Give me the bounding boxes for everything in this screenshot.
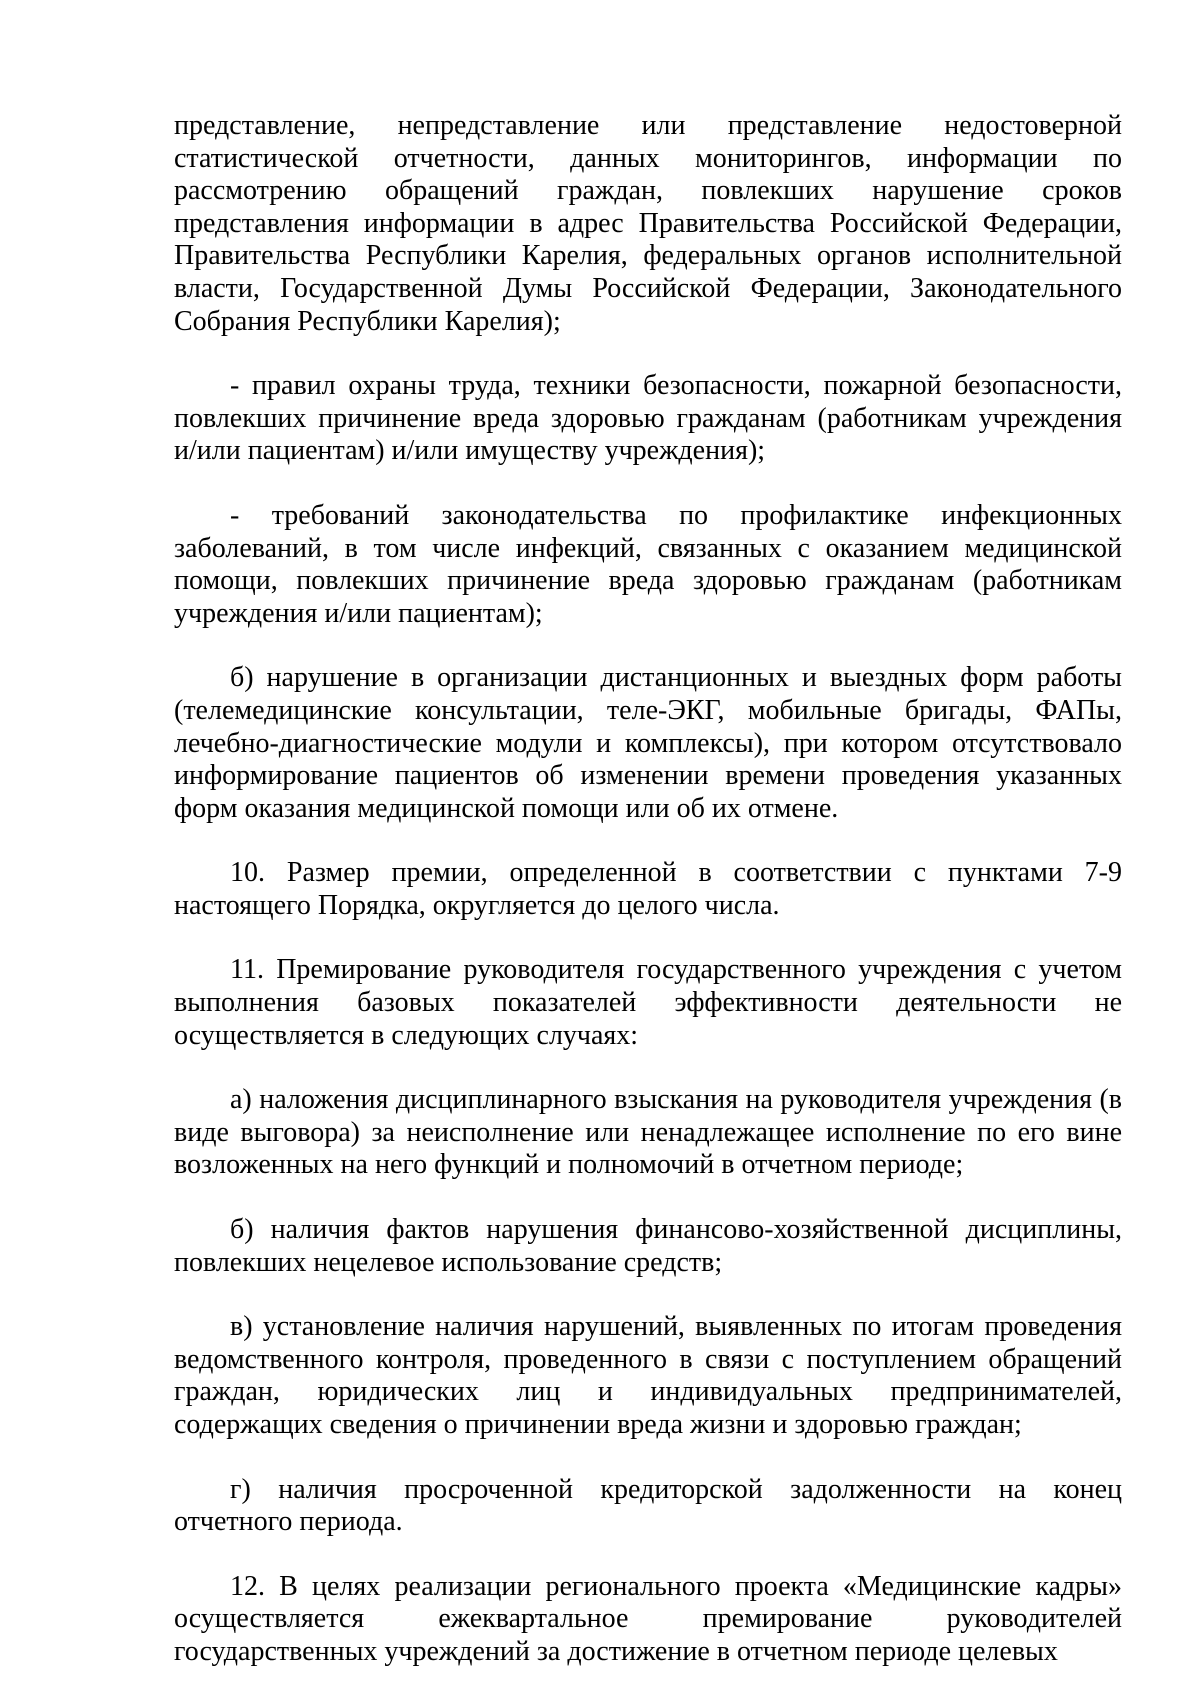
paragraph-infection-control: - требований законодательства по профилактике инфекционных заболеваний, в том числе инфекций, связанных с оказанием медицинской помощи, повлекших причинение вреда здоровью гражданам (работникам учреждения и/или пациентам); xyxy=(174,499,1122,629)
paragraph-item-11b: б) наличия фактов нарушения финансово-хозяйственной дисциплины, повлекших нецелевое использование средств; xyxy=(174,1214,1122,1278)
paragraph-remote-work: б) нарушение в организации дистанционных и выездных форм работы (телемедицинские консультации, теле-ЭКГ, мобильные бригады, ФАПы, лечебно-диагностические модули и комплексы), при котором отсутствовало информирование пациентов об изменении времени проведения указанных форм оказания медицинской помощи или об их отмене. xyxy=(174,662,1122,824)
paragraph-labor-safety: - правил охраны труда, техники безопасности, пожарной безопасности, повлекших причинение вреда здоровью гражданам (работникам учреждения и/или пациентам) и/или имуществу учреждения); xyxy=(174,370,1122,467)
paragraph-item-11a: а) наложения дисциплинарного взыскания на руководителя учреждения (в виде выговора) за неисполнение или ненадлежащее исполнение по его вине возложенных на него функций и полномочий в отчетном периоде; xyxy=(174,1084,1122,1181)
paragraph-item-11g: г) наличия просроченной кредиторской задолженности на конец отчетного периода. xyxy=(174,1473,1122,1538)
paragraph-item-11v: в) установление наличия нарушений, выявленных по итогам проведения ведомственного контроля, проведенного в связи с поступлением обращений граждан, юридических лиц и индивидуальных предпринимателей, содержащих сведения о причинении вреда жизни и здоровью граждан; xyxy=(174,1311,1122,1440)
paragraph-item-10: 10. Размер премии, определенной в соответствии с пунктами 7-9 настоящего Порядка, округляется до целого числа. xyxy=(174,857,1122,921)
paragraph-item-11: 11. Премирование руководителя государственного учреждения с учетом выполнения базовых показателей эффективности деятельности не осуществляется в следующих случаях: xyxy=(174,954,1122,1051)
document-body xyxy=(174,110,1122,1669)
paragraph-continuation: представление, непредставление или представление недостоверной статистической отчетности, данных мониторингов, информации по рассмотрению обращений граждан, повлекших нарушение сроков представления информации в адрес Правительства Российской Федерации, Правительства Республики Карелия, федеральных органов исполнительной власти, Государственной Думы Российской Федерации, Законодательного Собрания Республики Карелия); xyxy=(174,110,1122,337)
paragraph-item-12: 12. В целях реализации регионального проекта «Медицинские кадры» осуществляется ежеквартальное премирование руководителей государственных учреждений за достижение в отчетном периоде целевых xyxy=(174,1570,1122,1667)
